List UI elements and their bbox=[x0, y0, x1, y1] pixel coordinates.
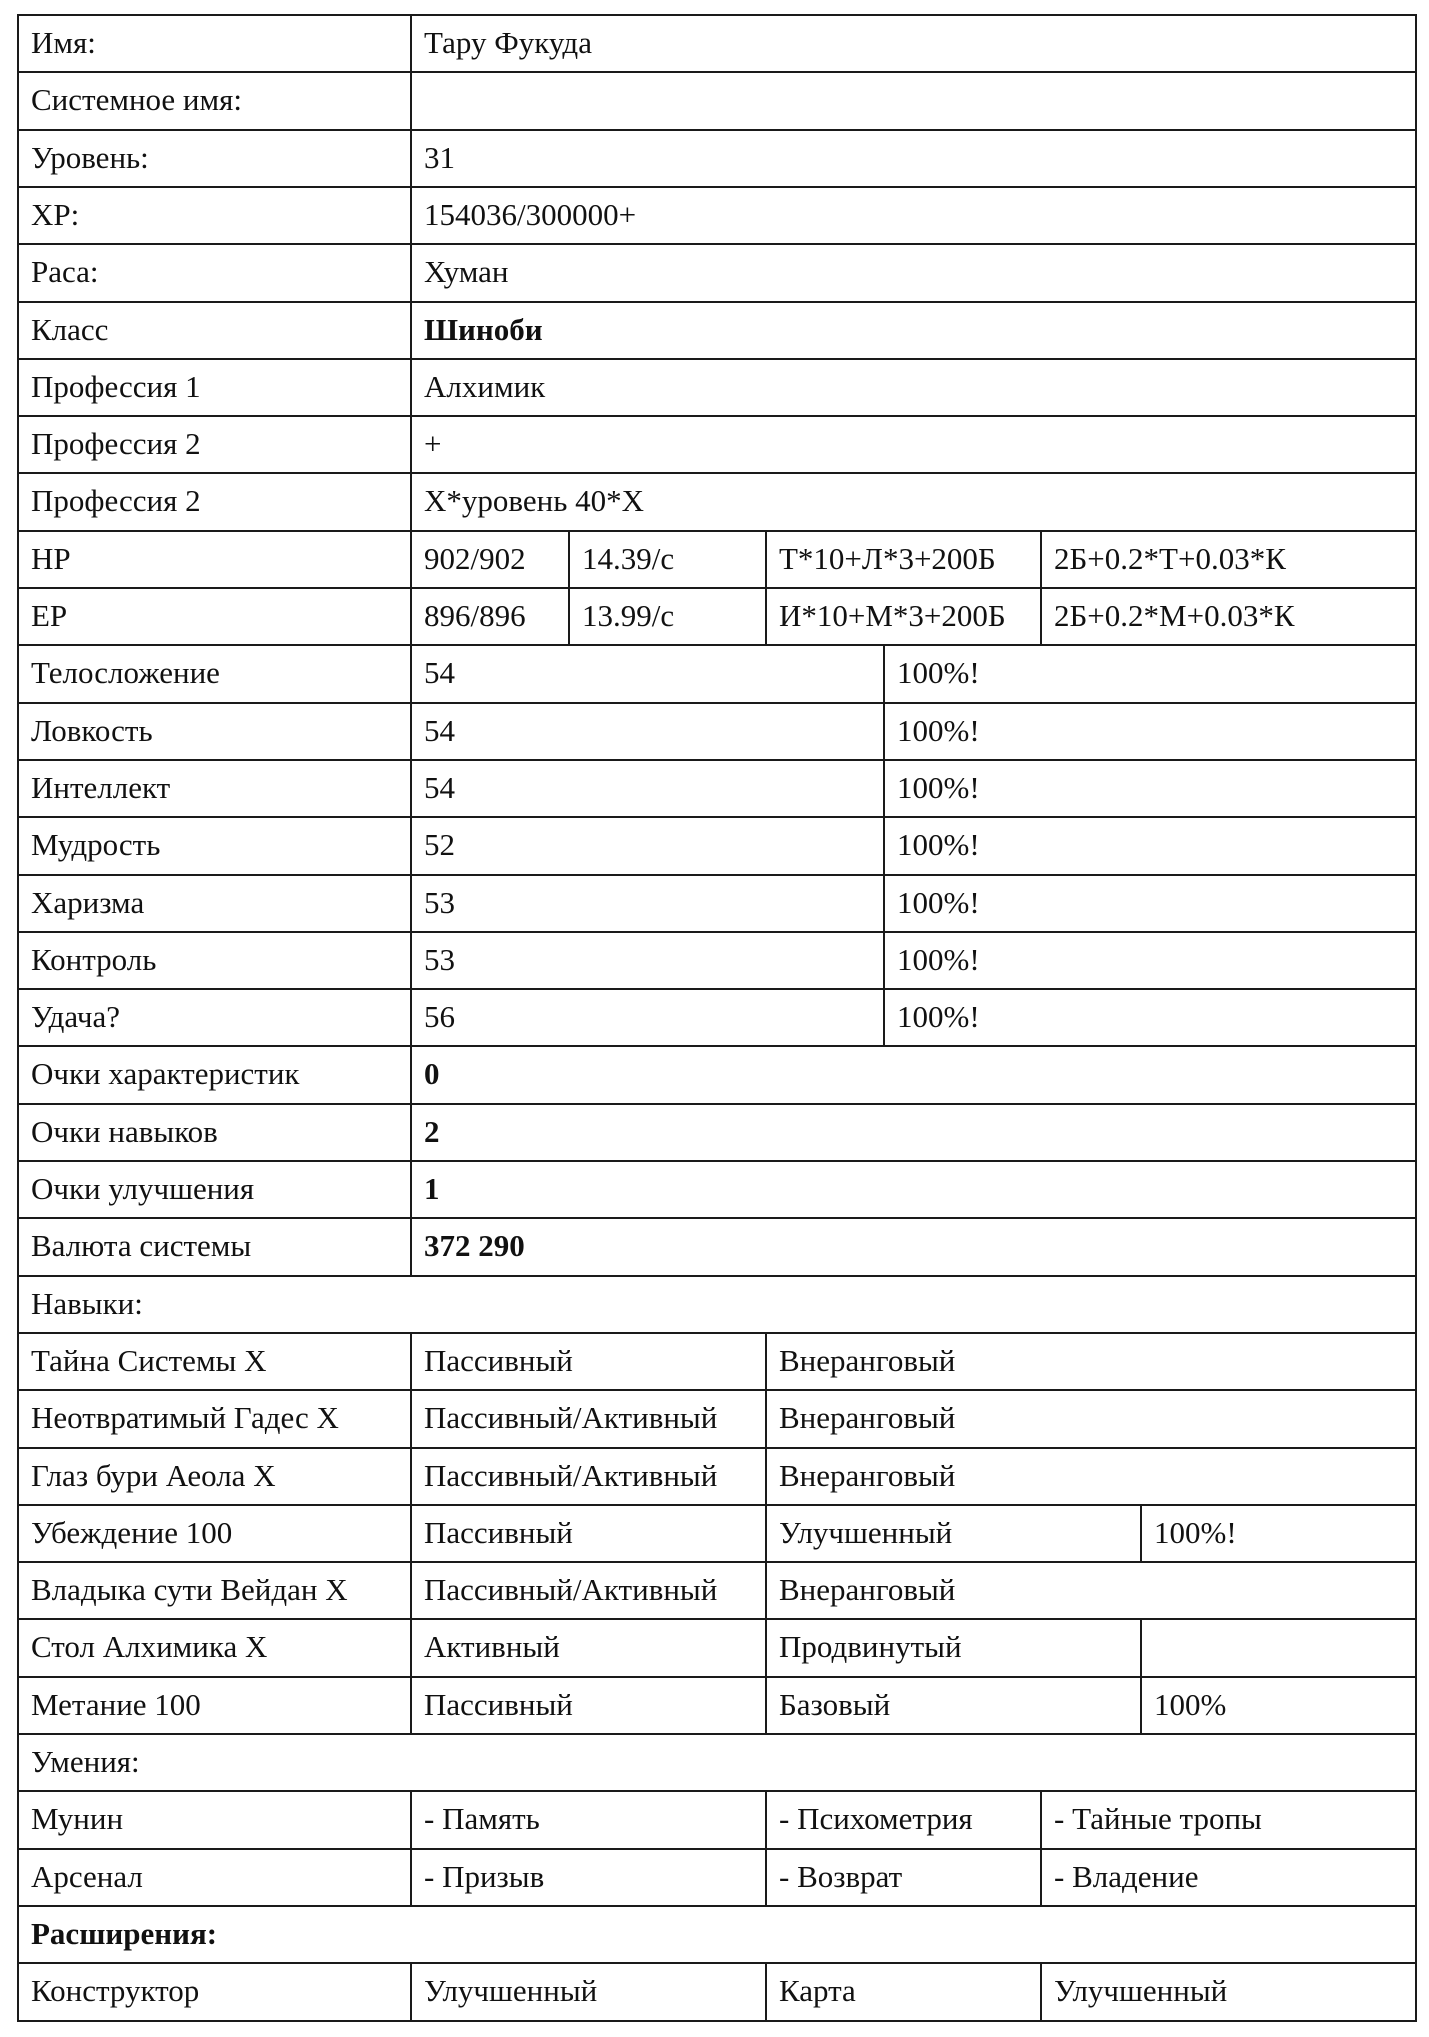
table-column-rule bbox=[1415, 988, 1417, 1046]
table-column-rule bbox=[1415, 1045, 1417, 1103]
points-value: 1 bbox=[424, 1171, 440, 1206]
ability-item: - Память bbox=[424, 1801, 540, 1836]
table-column-rule bbox=[17, 1790, 19, 1848]
skill-rank: Базовый bbox=[779, 1687, 891, 1722]
table-column-rule bbox=[1040, 1962, 1042, 2020]
table-column-rule bbox=[883, 874, 885, 932]
skill-type: Активный bbox=[424, 1629, 560, 1664]
table-column-rule bbox=[765, 1618, 767, 1676]
table-column-rule bbox=[17, 1618, 19, 1676]
field-label: Класс bbox=[31, 312, 109, 347]
ability-item: - Владение bbox=[1054, 1859, 1199, 1894]
table-column-rule bbox=[410, 14, 412, 72]
table-column-rule bbox=[883, 759, 885, 817]
table-column-rule bbox=[17, 472, 19, 530]
table-column-rule bbox=[1415, 1561, 1417, 1619]
table-column-rule bbox=[17, 1962, 19, 2020]
table-column-rule bbox=[17, 1905, 19, 1963]
field-label: XP: bbox=[31, 197, 80, 232]
field-label: Профессия 2 bbox=[31, 426, 201, 461]
points-label: Очки навыков bbox=[31, 1114, 218, 1149]
table-column-rule bbox=[1415, 530, 1417, 588]
skill-type: Пассивный/Активный bbox=[424, 1400, 718, 1435]
table-rule bbox=[17, 1618, 1417, 1620]
field-value: Тару Фукуда bbox=[424, 25, 592, 60]
table-rule bbox=[17, 874, 1417, 876]
table-rule bbox=[17, 1103, 1417, 1105]
table-column-rule bbox=[17, 243, 19, 301]
table-column-rule bbox=[1415, 14, 1417, 72]
attribute-label: Харизма bbox=[31, 885, 145, 920]
table-column-rule bbox=[568, 530, 570, 588]
attribute-value: 52 bbox=[424, 827, 455, 862]
table-column-rule bbox=[17, 301, 19, 359]
table-column-rule bbox=[17, 1275, 19, 1333]
table-rule bbox=[17, 1332, 1417, 1334]
table-rule bbox=[17, 587, 1417, 589]
table-column-rule bbox=[1415, 1676, 1417, 1734]
table-column-rule bbox=[410, 1103, 412, 1161]
table-column-rule bbox=[410, 1045, 412, 1103]
table-column-rule bbox=[883, 644, 885, 702]
table-column-rule bbox=[1415, 644, 1417, 702]
table-column-rule bbox=[410, 243, 412, 301]
table-rule bbox=[17, 1848, 1417, 1850]
table-column-rule bbox=[1415, 587, 1417, 645]
extension-name: Конструктор bbox=[31, 1973, 200, 2008]
table-column-rule bbox=[765, 1389, 767, 1447]
table-column-rule bbox=[1415, 1332, 1417, 1390]
attribute-label: Контроль bbox=[31, 942, 157, 977]
table-column-rule bbox=[17, 129, 19, 187]
table-column-rule bbox=[17, 1045, 19, 1103]
table-column-rule bbox=[765, 1332, 767, 1390]
table-column-rule bbox=[17, 1217, 19, 1275]
table-column-rule bbox=[17, 186, 19, 244]
table-rule bbox=[17, 1504, 1417, 1506]
table-column-rule bbox=[410, 816, 412, 874]
field-label: Уровень: bbox=[31, 140, 149, 175]
table-column-rule bbox=[17, 14, 19, 72]
field-label: Профессия 1 bbox=[31, 369, 201, 404]
table-column-rule bbox=[17, 1676, 19, 1734]
table-rule bbox=[17, 243, 1417, 245]
points-value: 2 bbox=[424, 1114, 440, 1149]
table-column-rule bbox=[568, 587, 570, 645]
resource-regen-formula: 2Б+0.2*Т+0.03*К bbox=[1054, 541, 1286, 576]
table-column-rule bbox=[410, 1790, 412, 1848]
table-column-rule bbox=[410, 931, 412, 989]
section-header-abilities: Умения: bbox=[31, 1744, 140, 1779]
skill-name: Метание 100 bbox=[31, 1687, 201, 1722]
attribute-value: 56 bbox=[424, 999, 455, 1034]
table-rule bbox=[17, 1676, 1417, 1678]
table-column-rule bbox=[410, 702, 412, 760]
table-rule bbox=[17, 186, 1417, 188]
table-column-rule bbox=[410, 415, 412, 473]
resource-formula: Т*10+Л*3+200Б bbox=[779, 541, 996, 576]
field-value: Х*уровень 40*Х bbox=[424, 483, 644, 518]
table-column-rule bbox=[1415, 874, 1417, 932]
table-column-rule bbox=[410, 1332, 412, 1390]
table-column-rule bbox=[1415, 1618, 1417, 1676]
table-column-rule bbox=[1415, 1733, 1417, 1791]
table-column-rule bbox=[17, 1848, 19, 1906]
field-value: + bbox=[424, 426, 442, 461]
table-rule bbox=[17, 2020, 1417, 2022]
attribute-progress: 100%! bbox=[897, 885, 980, 920]
table-column-rule bbox=[410, 1676, 412, 1734]
attribute-value: 54 bbox=[424, 655, 455, 690]
field-value: 154036/300000+ bbox=[424, 197, 637, 232]
table-column-rule bbox=[1415, 1389, 1417, 1447]
table-column-rule bbox=[765, 1790, 767, 1848]
table-rule bbox=[17, 14, 1417, 16]
table-column-rule bbox=[1140, 1618, 1142, 1676]
table-column-rule bbox=[1415, 1504, 1417, 1562]
table-rule bbox=[17, 1561, 1417, 1563]
resource-regen: 14.39/с bbox=[582, 541, 675, 576]
ability-item: - Призыв bbox=[424, 1859, 545, 1894]
table-column-rule bbox=[410, 186, 412, 244]
attribute-label: Удача? bbox=[31, 999, 121, 1034]
table-column-rule bbox=[1040, 1848, 1042, 1906]
table-column-rule bbox=[1140, 1504, 1142, 1562]
table-rule bbox=[17, 415, 1417, 417]
table-column-rule bbox=[1415, 71, 1417, 129]
table-rule bbox=[17, 530, 1417, 532]
table-rule bbox=[17, 301, 1417, 303]
skill-rank: Внеранговый bbox=[779, 1458, 956, 1493]
table-column-rule bbox=[410, 587, 412, 645]
table-rule bbox=[17, 644, 1417, 646]
table-column-rule bbox=[1415, 358, 1417, 416]
table-column-rule bbox=[1415, 1160, 1417, 1218]
table-column-rule bbox=[17, 71, 19, 129]
table-rule bbox=[17, 1905, 1417, 1907]
points-label: Валюта системы bbox=[31, 1228, 252, 1263]
skill-progress: 100% bbox=[1154, 1687, 1227, 1722]
table-column-rule bbox=[765, 1447, 767, 1505]
table-column-rule bbox=[17, 759, 19, 817]
table-rule bbox=[17, 759, 1417, 761]
table-column-rule bbox=[1415, 1217, 1417, 1275]
points-label: Очки характеристик bbox=[31, 1056, 300, 1091]
ability-name: Мунин bbox=[31, 1801, 124, 1836]
table-column-rule bbox=[17, 1389, 19, 1447]
table-column-rule bbox=[1415, 1447, 1417, 1505]
table-column-rule bbox=[1415, 816, 1417, 874]
table-column-rule bbox=[1415, 472, 1417, 530]
table-rule bbox=[17, 702, 1417, 704]
skill-type: Пассивный bbox=[424, 1687, 573, 1722]
attribute-label: Ловкость bbox=[31, 713, 153, 748]
attribute-label: Телосложение bbox=[31, 655, 220, 690]
section-header-skills: Навыки: bbox=[31, 1286, 143, 1321]
table-column-rule bbox=[17, 1561, 19, 1619]
table-column-rule bbox=[883, 702, 885, 760]
skill-name: Стол Алхимика Х bbox=[31, 1629, 268, 1664]
ability-item: - Тайные тропы bbox=[1054, 1801, 1262, 1836]
table-column-rule bbox=[1415, 931, 1417, 989]
skill-type: Пассивный bbox=[424, 1515, 573, 1550]
table-rule bbox=[17, 816, 1417, 818]
ability-name: Арсенал bbox=[31, 1859, 143, 1894]
table-column-rule bbox=[17, 816, 19, 874]
table-column-rule bbox=[1415, 243, 1417, 301]
table-column-rule bbox=[17, 358, 19, 416]
points-label: Очки улучшения bbox=[31, 1171, 255, 1206]
skill-type: Пассивный/Активный bbox=[424, 1572, 718, 1607]
resource-current: 896/896 bbox=[424, 598, 526, 633]
resource-label: HP bbox=[31, 541, 71, 576]
table-column-rule bbox=[1415, 1962, 1417, 2020]
table-column-rule bbox=[410, 1848, 412, 1906]
table-column-rule bbox=[410, 1389, 412, 1447]
table-column-rule bbox=[1040, 1790, 1042, 1848]
table-column-rule bbox=[17, 874, 19, 932]
field-label: Профессия 2 bbox=[31, 483, 201, 518]
table-column-rule bbox=[17, 530, 19, 588]
resource-regen-formula: 2Б+0.2*М+0.03*К bbox=[1054, 598, 1295, 633]
field-value: Хуман bbox=[424, 254, 509, 289]
field-value: 31 bbox=[424, 140, 455, 175]
table-rule bbox=[17, 1962, 1417, 1964]
points-value: 372 290 bbox=[424, 1228, 525, 1263]
table-column-rule bbox=[410, 301, 412, 359]
extension-extra-level: Улучшенный bbox=[1054, 1973, 1228, 2008]
table-column-rule bbox=[1415, 1848, 1417, 1906]
table-column-rule bbox=[17, 988, 19, 1046]
table-column-rule bbox=[1040, 530, 1042, 588]
table-column-rule bbox=[883, 988, 885, 1046]
resource-label: EP bbox=[31, 598, 68, 633]
table-column-rule bbox=[1415, 415, 1417, 473]
ability-item: - Психометрия bbox=[779, 1801, 973, 1836]
attribute-value: 54 bbox=[424, 770, 455, 805]
attribute-progress: 100%! bbox=[897, 999, 980, 1034]
table-column-rule bbox=[17, 1160, 19, 1218]
table-column-rule bbox=[765, 1962, 767, 2020]
table-column-rule bbox=[765, 1848, 767, 1906]
table-rule bbox=[17, 1447, 1417, 1449]
attribute-progress: 100%! bbox=[897, 655, 980, 690]
table-column-rule bbox=[1415, 1905, 1417, 1963]
skill-rank: Внеранговый bbox=[779, 1343, 956, 1378]
attribute-value: 53 bbox=[424, 942, 455, 977]
table-column-rule bbox=[17, 1447, 19, 1505]
table-rule bbox=[17, 931, 1417, 933]
table-column-rule bbox=[17, 1504, 19, 1562]
table-rule bbox=[17, 1217, 1417, 1219]
table-column-rule bbox=[17, 1103, 19, 1161]
table-column-rule bbox=[765, 587, 767, 645]
table-column-rule bbox=[883, 816, 885, 874]
skill-rank: Внеранговый bbox=[779, 1572, 956, 1607]
skill-name: Неотвратимый Гадес Х bbox=[31, 1400, 339, 1435]
table-column-rule bbox=[765, 530, 767, 588]
section-header-extensions: Расширения: bbox=[31, 1916, 218, 1951]
table-column-rule bbox=[765, 1561, 767, 1619]
skill-type: Пассивный bbox=[424, 1343, 573, 1378]
table-column-rule bbox=[17, 644, 19, 702]
table-column-rule bbox=[17, 1733, 19, 1791]
skill-type: Пассивный/Активный bbox=[424, 1458, 718, 1493]
field-label: Раса: bbox=[31, 254, 99, 289]
table-column-rule bbox=[410, 1447, 412, 1505]
attribute-progress: 100%! bbox=[897, 827, 980, 862]
table-rule bbox=[17, 1389, 1417, 1391]
table-column-rule bbox=[1415, 702, 1417, 760]
table-rule bbox=[17, 1160, 1417, 1162]
table-column-rule bbox=[410, 644, 412, 702]
table-column-rule bbox=[410, 1962, 412, 2020]
table-column-rule bbox=[410, 358, 412, 416]
table-column-rule bbox=[410, 759, 412, 817]
resource-formula: И*10+М*3+200Б bbox=[779, 598, 1006, 633]
skill-rank: Продвинутый bbox=[779, 1629, 962, 1664]
resource-current: 902/902 bbox=[424, 541, 526, 576]
table-rule bbox=[17, 358, 1417, 360]
table-column-rule bbox=[17, 702, 19, 760]
resource-regen: 13.99/с bbox=[582, 598, 675, 633]
table-column-rule bbox=[1415, 129, 1417, 187]
skill-name: Убеждение 100 bbox=[31, 1515, 233, 1550]
table-column-rule bbox=[1040, 587, 1042, 645]
table-column-rule bbox=[765, 1504, 767, 1562]
skill-name: Тайна Системы Х bbox=[31, 1343, 267, 1378]
table-rule bbox=[17, 472, 1417, 474]
skill-name: Владыка сути Вейдан Х bbox=[31, 1572, 348, 1607]
attribute-value: 53 bbox=[424, 885, 455, 920]
table-column-rule bbox=[1415, 1275, 1417, 1333]
points-value: 0 bbox=[424, 1056, 440, 1091]
table-column-rule bbox=[883, 931, 885, 989]
attribute-progress: 100%! bbox=[897, 942, 980, 977]
table-column-rule bbox=[1415, 1790, 1417, 1848]
table-rule bbox=[17, 1275, 1417, 1277]
skill-progress: 100%! bbox=[1154, 1515, 1237, 1550]
table-column-rule bbox=[410, 129, 412, 187]
attribute-value: 54 bbox=[424, 713, 455, 748]
table-rule bbox=[17, 1733, 1417, 1735]
table-rule bbox=[17, 129, 1417, 131]
table-rule bbox=[17, 1045, 1417, 1047]
ability-item: - Возврат bbox=[779, 1859, 903, 1894]
table-rule bbox=[17, 71, 1417, 73]
attribute-label: Интеллект bbox=[31, 770, 171, 805]
table-column-rule bbox=[410, 874, 412, 932]
attribute-progress: 100%! bbox=[897, 770, 980, 805]
field-value: Алхимик bbox=[424, 369, 546, 404]
table-column-rule bbox=[17, 415, 19, 473]
table-rule bbox=[17, 1790, 1417, 1792]
attribute-label: Мудрость bbox=[31, 827, 161, 862]
table-rule bbox=[17, 988, 1417, 990]
table-column-rule bbox=[410, 530, 412, 588]
table-column-rule bbox=[17, 587, 19, 645]
field-label: Системное имя: bbox=[31, 82, 243, 117]
table-column-rule bbox=[410, 1561, 412, 1619]
table-column-rule bbox=[410, 472, 412, 530]
table-column-rule bbox=[1140, 1676, 1142, 1734]
table-column-rule bbox=[17, 931, 19, 989]
extension-level: Улучшенный bbox=[424, 1973, 598, 2008]
table-column-rule bbox=[765, 1676, 767, 1734]
table-column-rule bbox=[1415, 186, 1417, 244]
skill-rank: Внеранговый bbox=[779, 1400, 956, 1435]
table-column-rule bbox=[410, 71, 412, 129]
skill-name: Глаз бури Аеола Х bbox=[31, 1458, 276, 1493]
table-column-rule bbox=[1415, 759, 1417, 817]
table-column-rule bbox=[410, 1504, 412, 1562]
table-column-rule bbox=[410, 988, 412, 1046]
table-column-rule bbox=[1415, 301, 1417, 359]
field-value: Шиноби bbox=[424, 312, 543, 347]
table-column-rule bbox=[410, 1217, 412, 1275]
table-column-rule bbox=[410, 1160, 412, 1218]
table-column-rule bbox=[1415, 1103, 1417, 1161]
attribute-progress: 100%! bbox=[897, 713, 980, 748]
extension-extra-name: Карта bbox=[779, 1973, 856, 2008]
skill-rank: Улучшенный bbox=[779, 1515, 953, 1550]
table-column-rule bbox=[410, 1618, 412, 1676]
field-label: Имя: bbox=[31, 25, 96, 60]
table-column-rule bbox=[17, 1332, 19, 1390]
